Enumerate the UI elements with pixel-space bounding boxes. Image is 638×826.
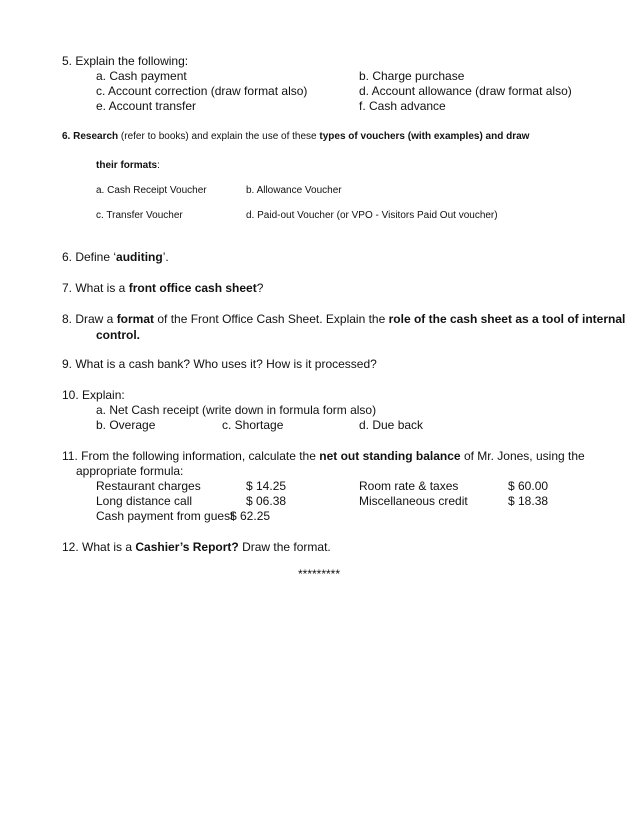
q6-define-term: auditing (116, 250, 163, 264)
q6-voucher-b: b. Allowance Voucher (246, 185, 342, 196)
q6-define-post: ’. (162, 250, 169, 264)
q8 (62, 312, 625, 327)
q11-line2: appropriate formula: (76, 464, 184, 478)
q8-pre: 8. Draw a (62, 312, 117, 326)
q12 (62, 540, 331, 555)
q5-item-b: b. Charge purchase (359, 69, 465, 83)
q11-item-label: Restaurant charges (96, 479, 201, 493)
q6-research-text: (refer to books) and explain the use of these (118, 131, 320, 142)
q6-research-line2 (96, 158, 160, 173)
q7-term: front office cash sheet (128, 281, 257, 295)
q11-item-label: Miscellaneous credit (359, 494, 468, 508)
q11-item-amount: $ 60.00 (508, 479, 549, 493)
q8-term: format (116, 312, 155, 326)
q5-item-a: a. Cash payment (96, 69, 187, 83)
q10-heading: 10. Explain: (62, 388, 125, 402)
q11-item-amount: $ 62.25 (230, 509, 271, 523)
q5-item-c: c. Account correction (draw format also) (96, 84, 308, 98)
q8-term2: role of the cash sheet as a tool of internal (388, 312, 626, 326)
q11-item-label: Room rate & taxes (359, 479, 459, 493)
q5-item-f: f. Cash advance (359, 99, 446, 113)
q8-mid: of the Front Office Cash Sheet. Explain the (154, 312, 389, 326)
q6-define (62, 250, 169, 265)
q12-term: Cashier’s Report? (135, 540, 239, 554)
q7-post: ? (256, 281, 264, 295)
q11 (62, 449, 585, 464)
q5-heading: 5. Explain the following: (62, 54, 189, 68)
q5-item-d: d. Account allowance (draw format also) (359, 84, 572, 98)
q6-voucher-d: d. Paid-out Voucher (or VPO - Visitors Paid Out voucher) (246, 210, 498, 221)
q12-pre: 12. What is a (62, 540, 136, 554)
q10-item-d: d. Due back (359, 418, 424, 432)
q11-item-label: Long distance call (96, 494, 193, 508)
q7 (62, 281, 263, 296)
q9: 9. What is a cash bank? Who uses it? How is it processed? (62, 357, 377, 371)
q8-term3: control. (96, 328, 140, 342)
q11-item-amount: $ 18.38 (508, 494, 549, 508)
q11-item-amount: $ 14.25 (246, 479, 287, 493)
q10-item-b: b. Overage (96, 418, 156, 432)
q11-term: net out standing balance (319, 449, 461, 463)
q6-research-line (62, 129, 529, 144)
q10-item-a: a. Net Cash receipt (write down in formula form also) (96, 403, 377, 417)
q6-research-num: 6. Research (62, 131, 119, 142)
q6-voucher-c: c. Transfer Voucher (96, 210, 183, 221)
q7-pre: 7. What is a (62, 281, 129, 295)
q11-item-label: Cash payment from guest (96, 509, 234, 523)
end-marker: ********* (297, 567, 341, 581)
q6-research-colon: : (157, 160, 160, 171)
q6-define-pre: 6. Define ‘ (62, 250, 117, 264)
q5-item-e: e. Account transfer (96, 99, 197, 113)
q12-post: Draw the format. (238, 540, 331, 554)
q11-item-amount: $ 06.38 (246, 494, 287, 508)
q11-post: of Mr. Jones, using the (460, 449, 585, 463)
q11-pre: 11. From the following information, calculate the (62, 449, 320, 463)
q6-research-emph: types of vouchers (with examples) and draw (319, 131, 530, 142)
q6-voucher-a: a. Cash Receipt Voucher (96, 185, 207, 196)
q6-research-formats: their formats (96, 160, 158, 171)
q10-item-c: c. Shortage (222, 418, 284, 432)
